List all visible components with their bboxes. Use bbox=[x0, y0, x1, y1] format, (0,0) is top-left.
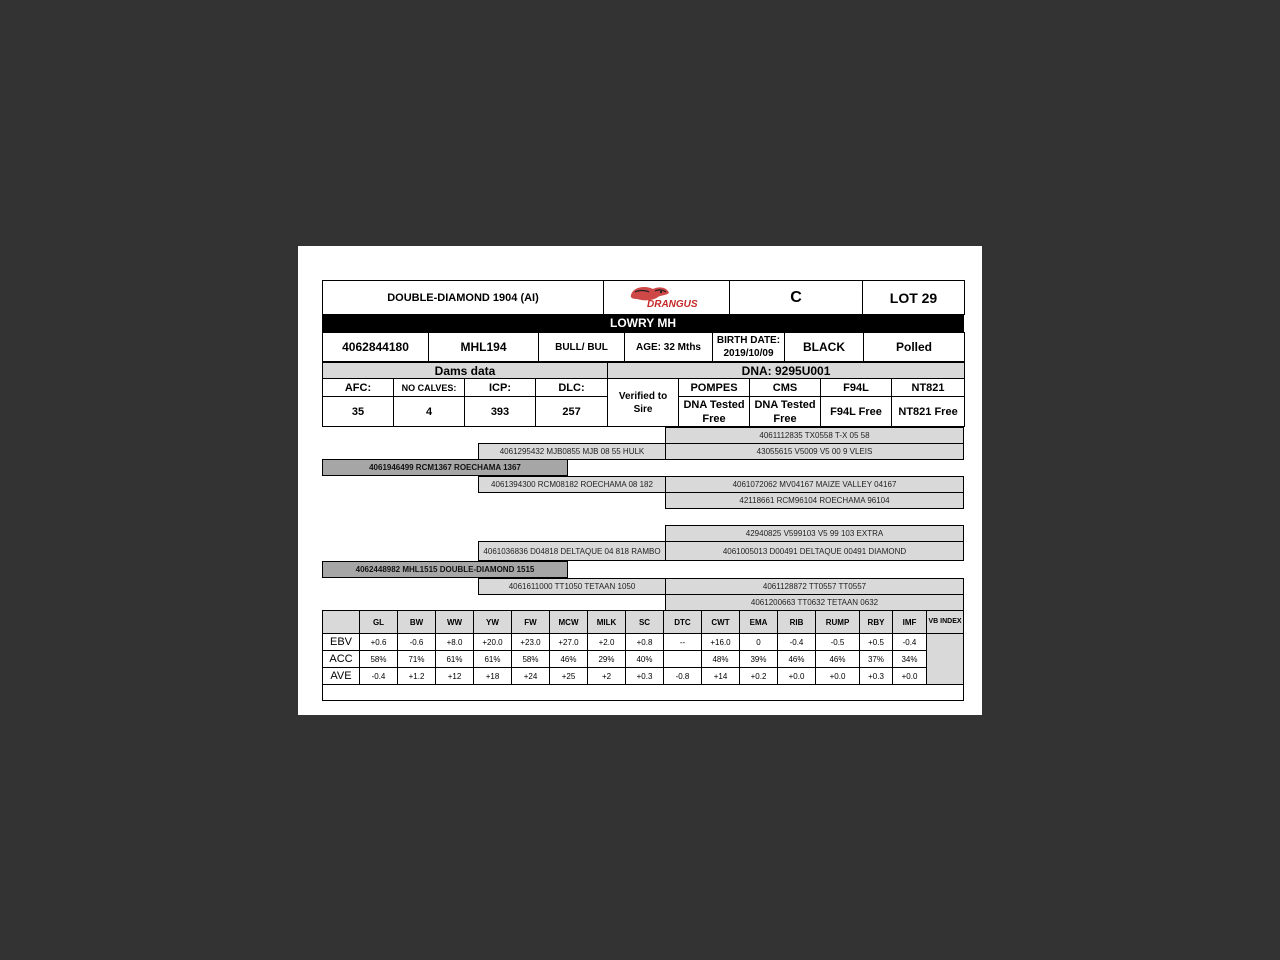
ebv-col-header: SC bbox=[626, 611, 664, 634]
pedigree bbox=[322, 427, 964, 610]
ebv-cell: +2 bbox=[588, 668, 626, 685]
ebv-cell: +27.0 bbox=[550, 634, 588, 651]
test-label-pompes: POMPES bbox=[679, 379, 750, 397]
ebv-cell: +12 bbox=[436, 668, 474, 685]
pedigree-dam: 4062448982 MHL1515 DOUBLE-DIAMOND 1515 bbox=[322, 561, 568, 578]
ebv-cell: +0.6 bbox=[360, 634, 398, 651]
ebv-corner bbox=[323, 611, 360, 634]
lot-number: LOT 29 bbox=[863, 281, 965, 315]
ebv-cell: +24 bbox=[512, 668, 550, 685]
animal-id: MHL194 bbox=[429, 333, 539, 362]
dams-data-title: Dams data bbox=[323, 363, 608, 379]
test-label-cms: CMS bbox=[750, 379, 821, 397]
pedigree-sire-sire-sire: 4061112835 TX0558 T-X 05 58 bbox=[665, 427, 964, 444]
birth-date-label: BIRTH DATE: bbox=[716, 335, 781, 346]
test-value-pompes: DNA Tested Free bbox=[679, 397, 750, 427]
pedigree-dam-sire: 4061036836 D04818 DELTAQUE 04 818 RAMBO bbox=[478, 541, 666, 561]
card-footer-row bbox=[322, 685, 964, 701]
ebv-cell: -0.4 bbox=[360, 668, 398, 685]
test-value-f94l: F94L Free bbox=[821, 397, 892, 427]
ebv-cell: +14 bbox=[702, 668, 740, 685]
vb-index-value bbox=[927, 634, 964, 685]
ebv-cell: 34% bbox=[893, 651, 927, 668]
dlc-label: DLC: bbox=[536, 379, 608, 397]
ebv-cell: +18 bbox=[474, 668, 512, 685]
ebv-cell: +0.0 bbox=[816, 668, 860, 685]
ebv-cell: 46% bbox=[778, 651, 816, 668]
ebv-col-header: YW bbox=[474, 611, 512, 634]
ebv-col-header: MCW bbox=[550, 611, 588, 634]
ebv-col-header: FW bbox=[512, 611, 550, 634]
ebv-cell: +0.3 bbox=[860, 668, 893, 685]
ebv-cell: 48% bbox=[702, 651, 740, 668]
ebv-col-header: DTC bbox=[664, 611, 702, 634]
no-calves-label: NO CALVES: bbox=[394, 379, 465, 397]
ebv-col-header: BW bbox=[398, 611, 436, 634]
pedigree-sire-sire: 4061295432 MJB0855 MJB 08 55 HULK bbox=[478, 443, 666, 460]
ebv-cell: +0.3 bbox=[626, 668, 664, 685]
ebv-cell bbox=[664, 651, 702, 668]
horn-status: Polled bbox=[864, 333, 965, 362]
ebv-col-header-vb-index: VB INDEX bbox=[927, 611, 964, 634]
afc-label: AFC: bbox=[323, 379, 394, 397]
ebv-cell: 46% bbox=[816, 651, 860, 668]
ebv-col-header: WW bbox=[436, 611, 474, 634]
ebv-cell: +16.0 bbox=[702, 634, 740, 651]
ebv-cell: 29% bbox=[588, 651, 626, 668]
ebv-cell: +0.5 bbox=[860, 634, 893, 651]
ebv-col-header: MILK bbox=[588, 611, 626, 634]
ebv-cell: -0.4 bbox=[893, 634, 927, 651]
ebv-row bbox=[323, 634, 964, 651]
animal-info bbox=[322, 332, 965, 362]
ebv-cell: 40% bbox=[626, 651, 664, 668]
ebv-cell: +0.0 bbox=[893, 668, 927, 685]
dna-title: DNA: 9295U001 bbox=[608, 363, 965, 379]
ebv-cell: 0 bbox=[740, 634, 778, 651]
ebv-cell: +0.2 bbox=[740, 668, 778, 685]
ebv-cell: -0.5 bbox=[816, 634, 860, 651]
ebv-col-header: IMF bbox=[893, 611, 927, 634]
test-value-cms: DNA Tested Free bbox=[750, 397, 821, 427]
test-value-nt821: NT821 Free bbox=[892, 397, 965, 427]
pedigree-dam-dam-sire: 4061128872 TT0557 TT0557 bbox=[665, 578, 964, 595]
sale-card-page bbox=[298, 246, 982, 715]
ebv-cell: -0.8 bbox=[664, 668, 702, 685]
ebv-cell: 58% bbox=[512, 651, 550, 668]
pedigree-sire-dam: 4061394300 RCM08182 ROECHAMA 08 182 bbox=[478, 476, 666, 493]
ebv-cell: 61% bbox=[436, 651, 474, 668]
ebv-cell: 37% bbox=[860, 651, 893, 668]
ebv-cell: 71% bbox=[398, 651, 436, 668]
ebv-cell: +25 bbox=[550, 668, 588, 685]
birth-date-value: 2019/10/09 bbox=[723, 348, 774, 359]
ebv-row-label: ACC bbox=[323, 651, 360, 668]
ebv-col-header: CWT bbox=[702, 611, 740, 634]
ebv-cell: 39% bbox=[740, 651, 778, 668]
pedigree-dam-dam-dam: 4061200663 TT0632 TETAAN 0632 bbox=[665, 594, 964, 611]
dlc-value: 257 bbox=[536, 397, 608, 427]
ebv-cell: +8.0 bbox=[436, 634, 474, 651]
dams-dna-table bbox=[322, 362, 965, 427]
afc-value: 35 bbox=[323, 397, 394, 427]
ebv-col-header: RUMP bbox=[816, 611, 860, 634]
colour: BLACK bbox=[785, 333, 864, 362]
test-label-f94l: F94L bbox=[821, 379, 892, 397]
age: AGE: 32 Mths bbox=[625, 333, 713, 362]
pedigree-dam-dam: 4061611000 TT1050 TETAAN 1050 bbox=[478, 578, 666, 595]
birth-date bbox=[713, 333, 785, 362]
pedigree-dam-sire-sire: 42940825 V599103 V5 99 103 EXTRA bbox=[665, 525, 964, 542]
card-header bbox=[322, 280, 965, 315]
ebv-row-label: EBV bbox=[323, 634, 360, 651]
pedigree-dam-sire-dam: 4061005013 D00491 DELTAQUE 00491 DIAMOND bbox=[665, 541, 964, 561]
ebv-cell: -0.4 bbox=[778, 634, 816, 651]
animal-name: DOUBLE-DIAMOND 1904 (AI) bbox=[323, 281, 604, 315]
ebv-cell: +0.0 bbox=[778, 668, 816, 685]
pedigree-sire: 4061946499 RCM1367 ROECHAMA 1367 bbox=[322, 459, 568, 476]
ebv-cell: 61% bbox=[474, 651, 512, 668]
ebv-cell: -- bbox=[664, 634, 702, 651]
test-label-nt821: NT821 bbox=[892, 379, 965, 397]
ebv-cell: +23.0 bbox=[512, 634, 550, 651]
svg-text:DRANGUS: DRANGUS bbox=[646, 299, 698, 309]
grade-code: C bbox=[730, 281, 863, 315]
ebv-cell: +20.0 bbox=[474, 634, 512, 651]
pedigree-sire-dam-dam: 42118661 RCM96104 ROECHAMA 96104 bbox=[665, 492, 964, 509]
verified-to-sire: Verified to Sire bbox=[608, 379, 679, 427]
pedigree-sire-dam-sire: 4061072062 MV04167 MAIZE VALLEY 04167 bbox=[665, 476, 964, 493]
ebv-cell: 46% bbox=[550, 651, 588, 668]
ebv-row bbox=[323, 668, 964, 685]
ebv-col-header: RBY bbox=[860, 611, 893, 634]
no-calves-value: 4 bbox=[394, 397, 465, 427]
ebv-cell: -0.6 bbox=[398, 634, 436, 651]
ebv-col-header: RIB bbox=[778, 611, 816, 634]
ebv-col-header: GL bbox=[360, 611, 398, 634]
ebv-col-header: EMA bbox=[740, 611, 778, 634]
ebv-row-label: AVE bbox=[323, 668, 360, 685]
icp-label: ICP: bbox=[465, 379, 536, 397]
registration-number: 4062844180 bbox=[323, 333, 429, 362]
icp-value: 393 bbox=[465, 397, 536, 427]
ebv-cell: +1.2 bbox=[398, 668, 436, 685]
ebv-cell: +2.0 bbox=[588, 634, 626, 651]
owner-name: LOWRY MH bbox=[322, 315, 964, 332]
pedigree-sire-sire-dam: 43055615 V5009 V5 00 9 VLEIS bbox=[665, 443, 964, 460]
drangus-logo bbox=[604, 281, 730, 315]
ebv-cell: +0.8 bbox=[626, 634, 664, 651]
ebv-header-row bbox=[323, 611, 964, 634]
ebv-row bbox=[323, 651, 964, 668]
sex: BULL/ BUL bbox=[539, 333, 625, 362]
animal-card bbox=[322, 280, 964, 702]
ebv-table bbox=[322, 610, 964, 685]
bull-logo-icon bbox=[625, 283, 709, 309]
ebv-cell: 58% bbox=[360, 651, 398, 668]
